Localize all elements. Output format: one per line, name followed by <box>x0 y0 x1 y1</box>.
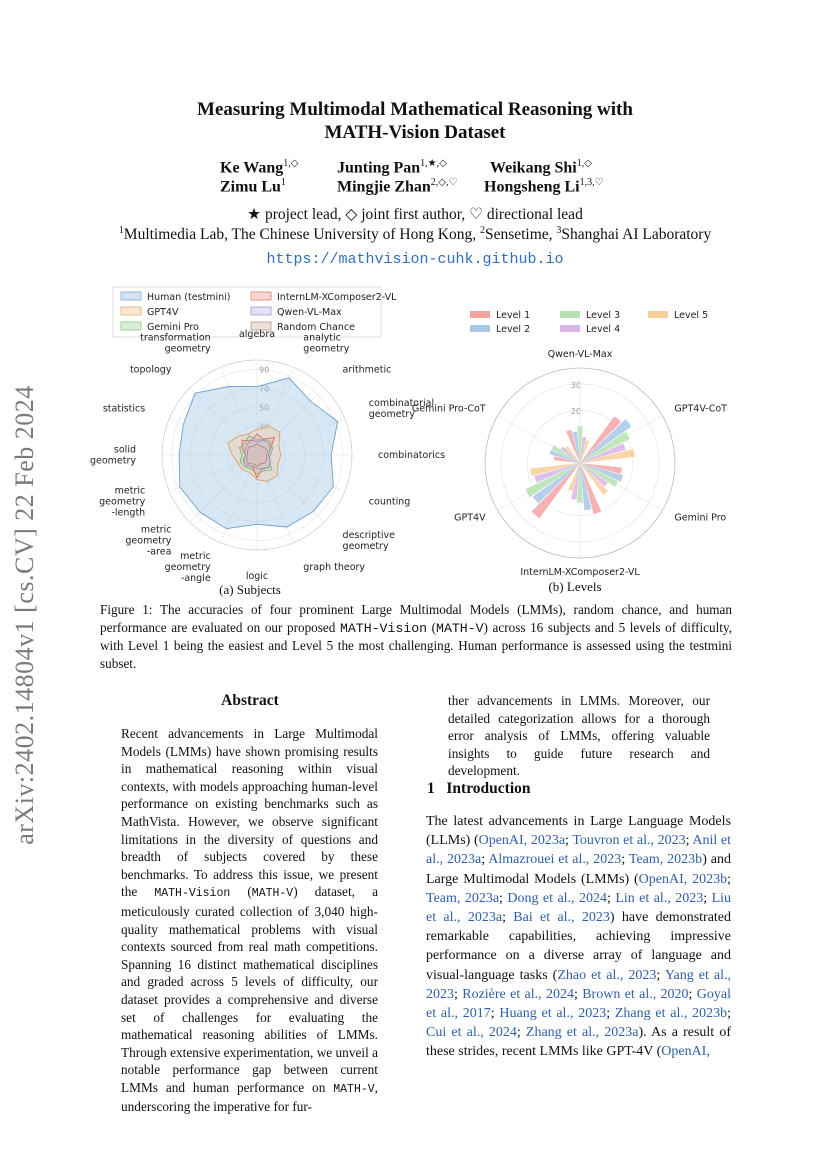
citation-link[interactable]: Zhao et al., 2023 <box>557 967 657 983</box>
citation-link[interactable]: Cui et al., 2024 <box>426 1025 517 1041</box>
subcaption-a: (a) Subjects <box>219 582 281 597</box>
author-1: Ke Wang$^{1,◇}$ <box>220 158 299 177</box>
radar-axis-label: metric geometry -area <box>125 524 172 558</box>
legend-swatch <box>251 292 271 300</box>
citation-link[interactable]: Zhang et al., 2023b <box>614 1006 728 1022</box>
polar-model-label: GPT4V <box>454 512 486 524</box>
legend-label: Qwen-VL-Max <box>277 307 342 318</box>
polar-tick-label: 20 <box>570 407 582 417</box>
project-url[interactable]: https://mathvision-cuhk.github.io <box>266 251 564 268</box>
title-line-1: Measuring Multimodal Mathematical Reasoning with <box>197 99 633 120</box>
citation-link[interactable]: Team, 2023a <box>426 890 500 906</box>
legend-label: Level 2 <box>496 324 531 335</box>
citation-link[interactable]: OpenAI, <box>661 1044 710 1060</box>
abstract-body: Recent advancements in Large Multimodal Models (LMMs) have shown promising results in mathematical reasoning within visual contexts, with models approaching human-level performance on existing benchmarks such as MathVista. However, we observe significant limitations in the diversity of questions and breadth of subjects covered by these benchmarks. To address this issue, we present the MATH-Vision (MATH-V) dataset, a meticulously curated collection of 3,040 high-quality mathematical problems with visual contexts sourced from real math competitions. Spanning 16 distinct mathematical disciplines and graded across 5 levels of difficulty, our dataset provides a comprehensive and diverse set of challenges for evaluating the mathematical reasoning abilities of LMMs. Through extensive experimentation, we unveil a notable performance gap between current LMMs and human performance on MATH-V, underscoring the imperative for fur- <box>121 726 378 1115</box>
polar-model-labels <box>412 349 727 578</box>
author-3: Weikang Shi$^{1,◇}$ <box>490 158 592 177</box>
citation-link[interactable]: Brown et al., 2020 <box>582 986 689 1002</box>
radar-axis-label: statistics <box>102 403 146 415</box>
affiliations: $^1$Multimedia Lab, The Chinese University of Hong Kong, $^2$Sensetime, $^3$Shanghai AI Laboratory <box>118 225 712 244</box>
legend-label: Level 3 <box>586 310 621 321</box>
legend-label: Level 5 <box>674 310 709 321</box>
polar-tick-label: 30 <box>570 380 582 390</box>
radar-axis-label: arithmetic <box>342 364 392 376</box>
radar-axis-label: algebra <box>238 329 276 340</box>
radar-axis-label: topology <box>129 364 172 376</box>
radar-axis-label: combinatorics <box>378 450 446 461</box>
legend-swatch <box>470 325 490 332</box>
arxiv-stamp: arXiv:2402.14804v1 [cs.CV] 22 Feb 2024 <box>10 385 39 845</box>
radar-axis-label: solid geometry <box>89 444 136 467</box>
citation-link[interactable]: Huang et al., 2023 <box>499 1006 607 1022</box>
citation-link[interactable]: Anil et al., 2023a <box>426 833 731 868</box>
legend-swatch <box>560 325 580 332</box>
citation-link[interactable]: Rozière et al., 2024 <box>462 986 574 1002</box>
legend-label: Level 1 <box>496 310 531 321</box>
legend-label: Human (testmini) <box>147 292 231 303</box>
radar-axis-label: graph theory <box>303 561 366 573</box>
polar-legend <box>470 310 708 335</box>
radar-chart <box>89 283 446 584</box>
intro-heading: 1 Introduction <box>427 780 531 797</box>
polar-model-label: InternLM-XComposer2-VL <box>520 567 640 578</box>
abstract-heading: Abstract <box>221 692 279 709</box>
citation-link[interactable]: OpenAI, 2023b <box>638 871 728 887</box>
citation-link[interactable]: Dong et al., 2024 <box>507 890 607 906</box>
polar-model-label: Qwen-VL-Max <box>547 349 613 360</box>
citation-link[interactable]: Goyal et al., 2017 <box>426 986 731 1022</box>
radar-axis-label: transformation geometry <box>140 332 211 355</box>
legend-label: Gemini Pro <box>147 322 199 333</box>
figure-caption: Figure 1: The accuracies of four prominent Large Multimodal Models (LMMs), random chance, and human performance are evaluated on our proposed MATH-Vision (MATH-V) across 16 subjects and 5 levels of difficulty, with Level 1 being the easiest and Level 5 the most challenging. Human performance is assessed using the testmini subset. <box>100 602 732 671</box>
citation-link[interactable]: Liu et al., 2023a <box>426 890 732 926</box>
citation-link[interactable]: OpenAI, 2023a <box>478 833 566 849</box>
legend-swatch <box>251 307 271 315</box>
legend-label: InternLM-XComposer2-VL <box>277 292 397 303</box>
subcaption-b: (b) Levels <box>548 579 602 594</box>
legend-swatch <box>560 311 580 318</box>
radar-series <box>179 378 338 529</box>
legend-swatch <box>470 311 490 318</box>
radar-axis-label: descriptive geometry <box>342 530 396 553</box>
citation-link[interactable]: Bai et al., 2023 <box>513 910 610 926</box>
title-line-2: MATH-Vision Dataset <box>324 122 506 143</box>
citation-link[interactable]: Almazrouei et al., 2023 <box>488 852 622 868</box>
radar-tick-label: 50 <box>259 403 270 413</box>
citation-link[interactable]: Lin et al., 2023 <box>615 890 704 906</box>
radar-axis-label: counting <box>368 496 411 508</box>
citation-link[interactable]: Touvron et al., 2023 <box>572 833 686 849</box>
radar-axis-label: logic <box>245 571 269 582</box>
author-roles: ★ project lead, ◇ joint first author, ♡ directional lead <box>247 206 583 223</box>
legend-swatch <box>121 322 141 330</box>
legend-label: Random Chance <box>277 322 355 333</box>
radar-axis-label: combinatorial geometry <box>368 398 435 421</box>
radar-axis-label: metric geometry -length <box>99 485 146 519</box>
author-4: Zimu Lu$^1$ <box>220 177 286 196</box>
polar-model-label: GPT4V-CoT <box>674 403 727 415</box>
polar-model-label: Gemini Pro <box>674 512 727 524</box>
legend-swatch <box>121 292 141 300</box>
radar-axis-label: analytic geometry <box>303 332 350 355</box>
polar-model-label: Gemini Pro-CoT <box>411 403 486 415</box>
intro-body: The latest advancements in Large Language Models (LLMs) (OpenAI, 2023a; Touvron et al., 2023; Anil et al., 2023a; Almazrouei et al., 2023; Team, 2023b) and Large Multimodal Models (LMMs) (OpenAI, 2023b; Team, 2023a; Dong et al., 2024; Lin et al., 2023; Liu et al., 2023a; Bai et al., 2023) have demonstrated remarkable capabilities, achieving impressive performance on a diverse array of language and visual-language tasks (Zhao et al., 2023; Yang et al., 2023; Rozière et al., 2024; Brown et al., 2020; Goyal et al., 2017; Huang et al., 2023; Zhang et al., 2023b; Cui et al., 2024; Zhang et al., 2023a). As a result of these strides, recent LMMs like GPT-4V (OpenAI, <box>426 814 732 1060</box>
radar-tick-label: 70 <box>259 384 270 394</box>
citation-link[interactable]: Yang et al., 2023 <box>426 967 732 1002</box>
citation-link[interactable]: Team, 2023b <box>628 852 703 868</box>
citation-link[interactable]: Zhang et al., 2023a <box>525 1025 639 1041</box>
legend-swatch <box>121 307 141 315</box>
paper-title <box>100 98 730 144</box>
author-6: Hongsheng $Li^{1,3,♡}$ <box>484 177 604 196</box>
legend-swatch <box>648 311 668 318</box>
radar-axis-label: metric geometry -angle <box>164 550 211 584</box>
radar-tick-label: 90 <box>259 365 270 375</box>
author-2: Junting Pan$^{1,★,◇}$ <box>337 158 447 177</box>
abstract-continuation: ther advancements in LMMs. Moreover, our detailed categorization allows for a thorough error analysis of LMMs, offering valuable insights to guide future research and development. <box>448 693 710 779</box>
author-5: Mingjie Zhan$^{2,◇,♡}$ <box>337 177 458 196</box>
legend-label: Level 4 <box>586 324 621 335</box>
legend-label: GPT4V <box>147 307 179 318</box>
radar-tick-label: 30 <box>259 422 270 432</box>
